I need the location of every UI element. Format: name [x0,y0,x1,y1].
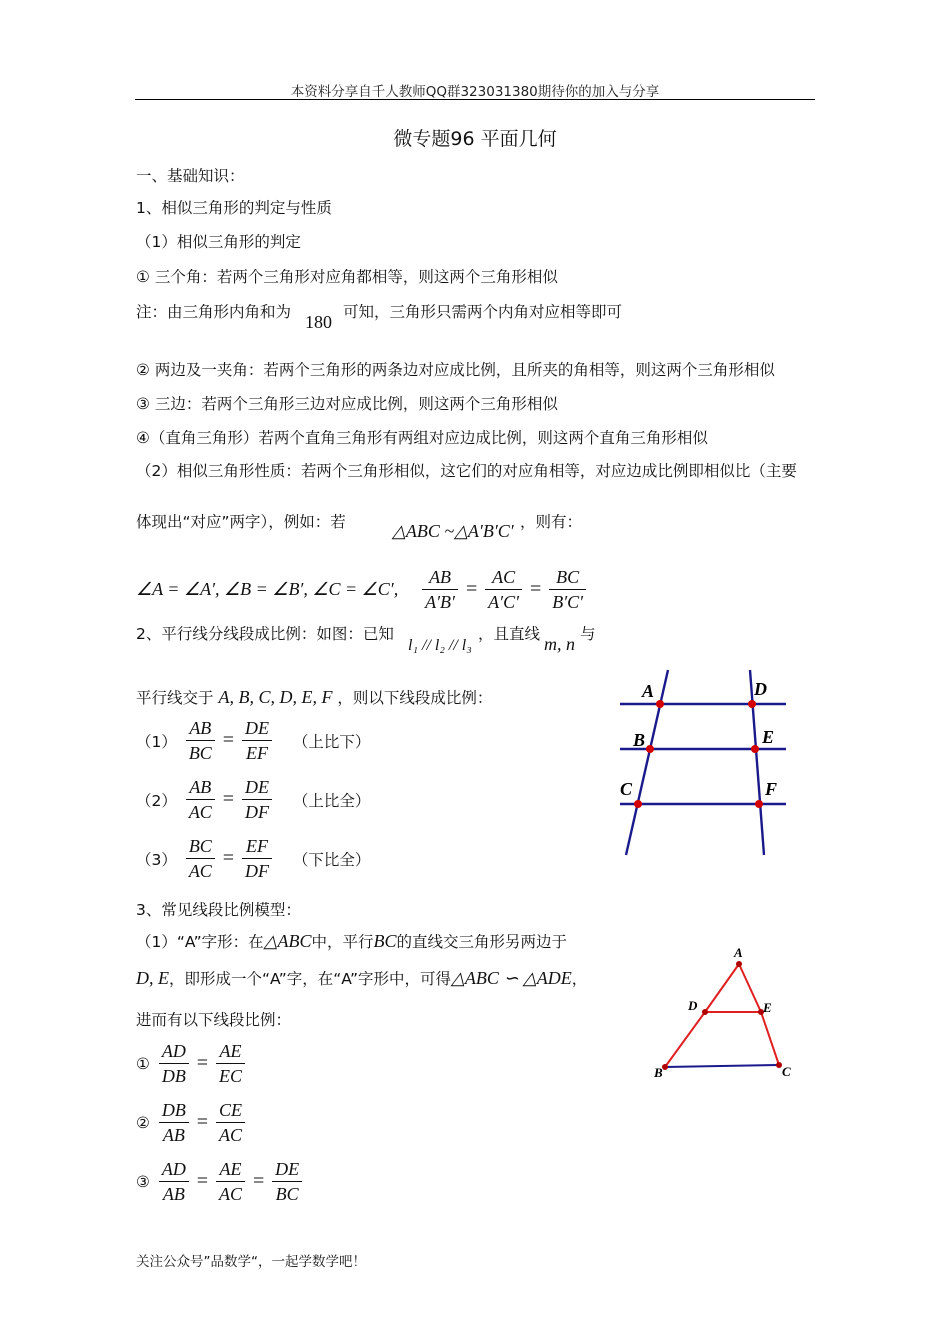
point-D [748,700,756,708]
header-rule [135,99,815,100]
proportion-item-3: （3） $\frac{BC}{AC}$ = $\frac{EF}{DF}$ （下比全） [136,836,371,881]
a-shape-ratio-1: ① $\frac{AD}{DB}$ = $\frac{AE}{EC}$ [136,1039,245,1088]
subsection-1: 1、相似三角形的判定与性质 [136,199,332,217]
a-shape-line-3: 进而有以下线段比例： [136,1011,292,1029]
page-title: 微专题96 平面几何 [393,128,557,150]
side-AE [739,964,761,1012]
note-angle-value: 180 [305,312,332,332]
similar-triangles-expr: △ABC ~△A′B′C′ [392,521,514,541]
note-suffix: 可知，三角形只需两个内角对应相等即可 [343,303,623,321]
point-E [751,745,759,753]
rule-2: ② 两边及一夹角：若两个三角形的两条边对应成比例，且所夹的角相等，则这两个三角形相似 [136,361,775,379]
label-C: C [620,779,633,799]
label-F: F [765,779,778,799]
label-D: D [754,679,767,699]
label-C: C [782,1064,791,1079]
point-B [662,1064,668,1070]
property-line-2-prefix: 体现出“对应”两字），例如：若 [136,513,346,531]
label-B: B [633,730,646,750]
section-heading-1: 一、基础知识： [136,167,245,185]
page-footer: 关注公众号”品数学“，一起学数学吧！ [136,1254,366,1270]
point-C [634,800,642,808]
a-shape-figure [645,940,805,1085]
subsection-1-1: （1）相似三角形的判定 [136,233,301,251]
a-shape-ratio-2: ② $\frac{DB}{AB}$ = $\frac{CE}{AC}$ [136,1098,245,1147]
proportion-item-1: （1） $\frac{AB}{BC}$ = $\frac{DE}{EF}$ （上比下） [136,718,371,763]
angle-ratio-row [136,565,586,614]
ratio-fraction: $\frac{AC}{A'C'}$ [485,565,522,614]
label-A: A [642,681,655,701]
proportion-item-2: （2） $\frac{AB}{AC}$ = $\frac{DE}{DF}$ （上比全） [136,777,371,822]
ratio-fraction: $\frac{BC}{B'C'}$ [549,565,586,614]
rule-4: ④（直角三角形）若两个直角三角形有两组对应边成比例，则这两个直角三角形相似 [136,429,708,447]
ratio-fraction: $\frac{AB}{A'B'}$ [422,565,458,614]
section-2-mid: ，且直线 [478,625,541,643]
point-F [755,800,763,808]
label-D: D [688,998,698,1013]
side-AD [705,964,739,1012]
rule-1: ① 三个角：若两个三角形对应角都相等，则这两个三角形相似 [136,268,558,286]
label-E: E [762,727,775,747]
point-D [702,1009,708,1015]
intersection-points: A, B, C, D, E, F [218,687,333,707]
segment-BC [665,1065,779,1067]
label-E: E [763,1000,772,1015]
note-prefix: 注：由三角形内角和为 [136,303,292,321]
lines-mn: m, n [544,634,575,654]
side-DB [665,1012,705,1067]
section-2-suffix: 与 [580,625,596,643]
angle-equalities: ∠A = ∠A′, ∠B = ∠B′, ∠C = ∠C′, [136,579,399,599]
section-3: 3、常见线段比例模型： [136,901,301,919]
a-shape-line-1: （1）“A”字形：在△ABC中，平行BC的直线交三角形另两边于 [136,931,568,951]
a-shape-ratio-3: ③ $\frac{AD}{AB}$ = $\frac{AE}{AC}$ = $\frac{DE}{BC}$ [136,1157,302,1206]
point-A [656,700,664,708]
label-B: B [654,1065,663,1080]
side-EC [761,1012,779,1065]
page-header: 本资料分享自千人教师QQ群323031380期待你的加入与分享 [290,84,660,100]
point-A [736,961,742,967]
section-2-prefix: 2、平行线分线段成比例：如图：已知 [136,625,394,643]
property-line-1: （2）相似三角形性质：若两个三角形相似，这它们的对应角相等，对应边成比例即相似比（主要 [136,462,797,480]
parallel-lines-figure [610,665,800,860]
property-line-2-suffix: ，则有： [520,513,583,531]
note-line [136,300,291,322]
point-B [646,745,654,753]
rule-3: ③ 三边：若两个三角形三边对应成比例，则这两个三角形相似 [136,395,558,413]
label-A: A [734,945,743,960]
a-shape-line-2: D, E，即形成一个“A”字，在“A”字形中，可得△ABC ∽ △ADE， [136,968,588,988]
equals-sign: = [465,578,478,600]
equals-sign: = [529,578,542,600]
parallel-lines-expr: l₁ // l₂ // l₃ [408,637,472,654]
section-2-line-2: 平行线交于 A, B, C, D, E, F ，则以下线段成比例： [136,687,493,707]
